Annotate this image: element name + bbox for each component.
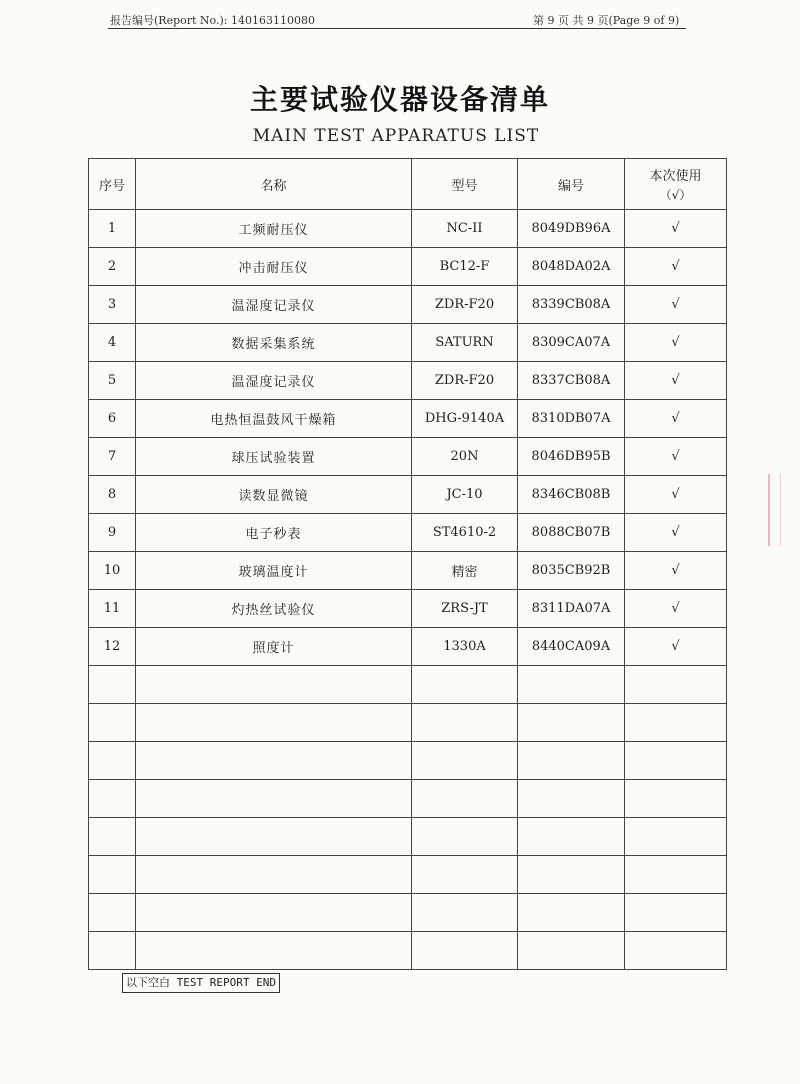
cell-no xyxy=(89,666,136,704)
cell-used: √ xyxy=(625,210,727,248)
cell-serial xyxy=(518,666,625,704)
cell-no xyxy=(89,742,136,780)
cell-no: 5 xyxy=(89,362,136,400)
cell-name: 灼热丝试验仪 xyxy=(136,590,412,628)
cell-used: √ xyxy=(625,248,727,286)
cell-used: √ xyxy=(625,362,727,400)
cell-serial xyxy=(518,818,625,856)
cell-model xyxy=(412,704,518,742)
cell-model xyxy=(412,856,518,894)
cell-model: ZDR-F20 xyxy=(412,362,518,400)
cell-model: 1330A xyxy=(412,628,518,666)
cell-model xyxy=(412,780,518,818)
cell-used xyxy=(625,932,727,970)
table-row-blank xyxy=(89,818,727,856)
cell-model: BC12-F xyxy=(412,248,518,286)
cell-no xyxy=(89,818,136,856)
cell-used xyxy=(625,818,727,856)
cell-name: 数据采集系统 xyxy=(136,324,412,362)
table-row-blank xyxy=(89,666,727,704)
cell-model xyxy=(412,666,518,704)
cell-serial: 8310DB07A xyxy=(518,400,625,438)
column-header-used-label: 本次使用 xyxy=(649,169,702,184)
cell-no xyxy=(89,932,136,970)
cell-name xyxy=(136,818,412,856)
cell-model xyxy=(412,894,518,932)
cell-used: √ xyxy=(625,514,727,552)
cell-model: 精密 xyxy=(412,552,518,590)
report-number: 报告编号(Report No.): 140163110080 xyxy=(110,14,315,27)
table-row xyxy=(89,286,727,324)
column-header-serial: 编号 xyxy=(518,159,625,210)
apparatus-table xyxy=(88,158,727,970)
table-row xyxy=(89,476,727,514)
table-row-blank xyxy=(89,742,727,780)
column-header-used-sub: （√） xyxy=(659,188,692,202)
table-row xyxy=(89,590,727,628)
cell-no: 10 xyxy=(89,552,136,590)
column-header-no: 序号 xyxy=(89,159,136,210)
cell-serial: 8440CA09A xyxy=(518,628,625,666)
cell-used xyxy=(625,894,727,932)
cell-serial: 8311DA07A xyxy=(518,590,625,628)
cell-serial xyxy=(518,780,625,818)
cell-no: 8 xyxy=(89,476,136,514)
cell-no xyxy=(89,780,136,818)
cell-used: √ xyxy=(625,552,727,590)
table-row-blank xyxy=(89,780,727,818)
cell-used: √ xyxy=(625,590,727,628)
table-row-blank xyxy=(89,932,727,970)
cell-serial: 8346CB08B xyxy=(518,476,625,514)
cell-name xyxy=(136,742,412,780)
column-header-used xyxy=(625,159,727,210)
cell-name: 冲击耐压仪 xyxy=(136,248,412,286)
cell-serial: 8088CB07B xyxy=(518,514,625,552)
page-title-en: MAIN TEST APPARATUS LIST xyxy=(252,126,540,146)
cell-serial xyxy=(518,704,625,742)
cell-no: 2 xyxy=(89,248,136,286)
cell-model: 20N xyxy=(412,438,518,476)
table-row xyxy=(89,438,727,476)
cell-name: 玻璃温度计 xyxy=(136,552,412,590)
table-row xyxy=(89,514,727,552)
table-row xyxy=(89,400,727,438)
cell-model: ZDR-F20 xyxy=(412,286,518,324)
margin-stamp-mark xyxy=(768,474,781,546)
cell-no: 1 xyxy=(89,210,136,248)
cell-model xyxy=(412,742,518,780)
page-title-cn: 主要试验仪器设备清单 xyxy=(249,83,550,116)
cell-name: 温湿度记录仪 xyxy=(136,286,412,324)
cell-used: √ xyxy=(625,400,727,438)
cell-name xyxy=(136,666,412,704)
cell-serial: 8046DB95B xyxy=(518,438,625,476)
table-row-blank xyxy=(89,856,727,894)
cell-no: 6 xyxy=(89,400,136,438)
table-row-blank xyxy=(89,894,727,932)
cell-name: 球压试验装置 xyxy=(136,438,412,476)
cell-model: NC-II xyxy=(412,210,518,248)
cell-used xyxy=(625,704,727,742)
cell-serial xyxy=(518,742,625,780)
cell-model xyxy=(412,818,518,856)
cell-name xyxy=(136,704,412,742)
page-indicator: 第 9 页 共 9 页(Page 9 of 9) xyxy=(533,14,680,27)
table-row xyxy=(89,248,727,286)
cell-model: SATURN xyxy=(412,324,518,362)
cell-no: 7 xyxy=(89,438,136,476)
table-row xyxy=(89,362,727,400)
column-header-model: 型号 xyxy=(412,159,518,210)
cell-no: 9 xyxy=(89,514,136,552)
cell-serial: 8049DB96A xyxy=(518,210,625,248)
cell-name xyxy=(136,932,412,970)
cell-name: 电子秒表 xyxy=(136,514,412,552)
cell-used: √ xyxy=(625,286,727,324)
cell-name xyxy=(136,894,412,932)
cell-used xyxy=(625,742,727,780)
end-note: 以下空白 TEST REPORT END xyxy=(122,973,280,993)
cell-model xyxy=(412,932,518,970)
cell-name: 照度计 xyxy=(136,628,412,666)
cell-serial: 8309CA07A xyxy=(518,324,625,362)
cell-model: ZRS-JT xyxy=(412,590,518,628)
cell-model: DHG-9140A xyxy=(412,400,518,438)
cell-model: JC-10 xyxy=(412,476,518,514)
cell-serial: 8048DA02A xyxy=(518,248,625,286)
table-row xyxy=(89,210,727,248)
cell-no xyxy=(89,856,136,894)
cell-serial xyxy=(518,932,625,970)
cell-used: √ xyxy=(625,438,727,476)
cell-serial: 8035CB92B xyxy=(518,552,625,590)
column-header-name: 名称 xyxy=(136,159,412,210)
cell-serial: 8337CB08A xyxy=(518,362,625,400)
cell-name: 工频耐压仪 xyxy=(136,210,412,248)
table-header-row xyxy=(89,159,727,210)
cell-used: √ xyxy=(625,628,727,666)
cell-used: √ xyxy=(625,476,727,514)
cell-name xyxy=(136,780,412,818)
cell-serial: 8339CB08A xyxy=(518,286,625,324)
cell-no: 4 xyxy=(89,324,136,362)
cell-no: 3 xyxy=(89,286,136,324)
cell-used: √ xyxy=(625,324,727,362)
header-divider xyxy=(108,28,686,29)
cell-no xyxy=(89,704,136,742)
cell-name xyxy=(136,856,412,894)
cell-name: 温湿度记录仪 xyxy=(136,362,412,400)
cell-serial xyxy=(518,856,625,894)
cell-used xyxy=(625,856,727,894)
table-row-blank xyxy=(89,704,727,742)
table-body xyxy=(89,210,727,970)
table-row xyxy=(89,552,727,590)
cell-no: 12 xyxy=(89,628,136,666)
table-row xyxy=(89,324,727,362)
cell-no: 11 xyxy=(89,590,136,628)
cell-used xyxy=(625,780,727,818)
cell-name: 读数显微镜 xyxy=(136,476,412,514)
cell-model: ST4610-2 xyxy=(412,514,518,552)
cell-serial xyxy=(518,894,625,932)
cell-used xyxy=(625,666,727,704)
table-row xyxy=(89,628,727,666)
cell-name: 电热恒温鼓风干燥箱 xyxy=(136,400,412,438)
cell-no xyxy=(89,894,136,932)
